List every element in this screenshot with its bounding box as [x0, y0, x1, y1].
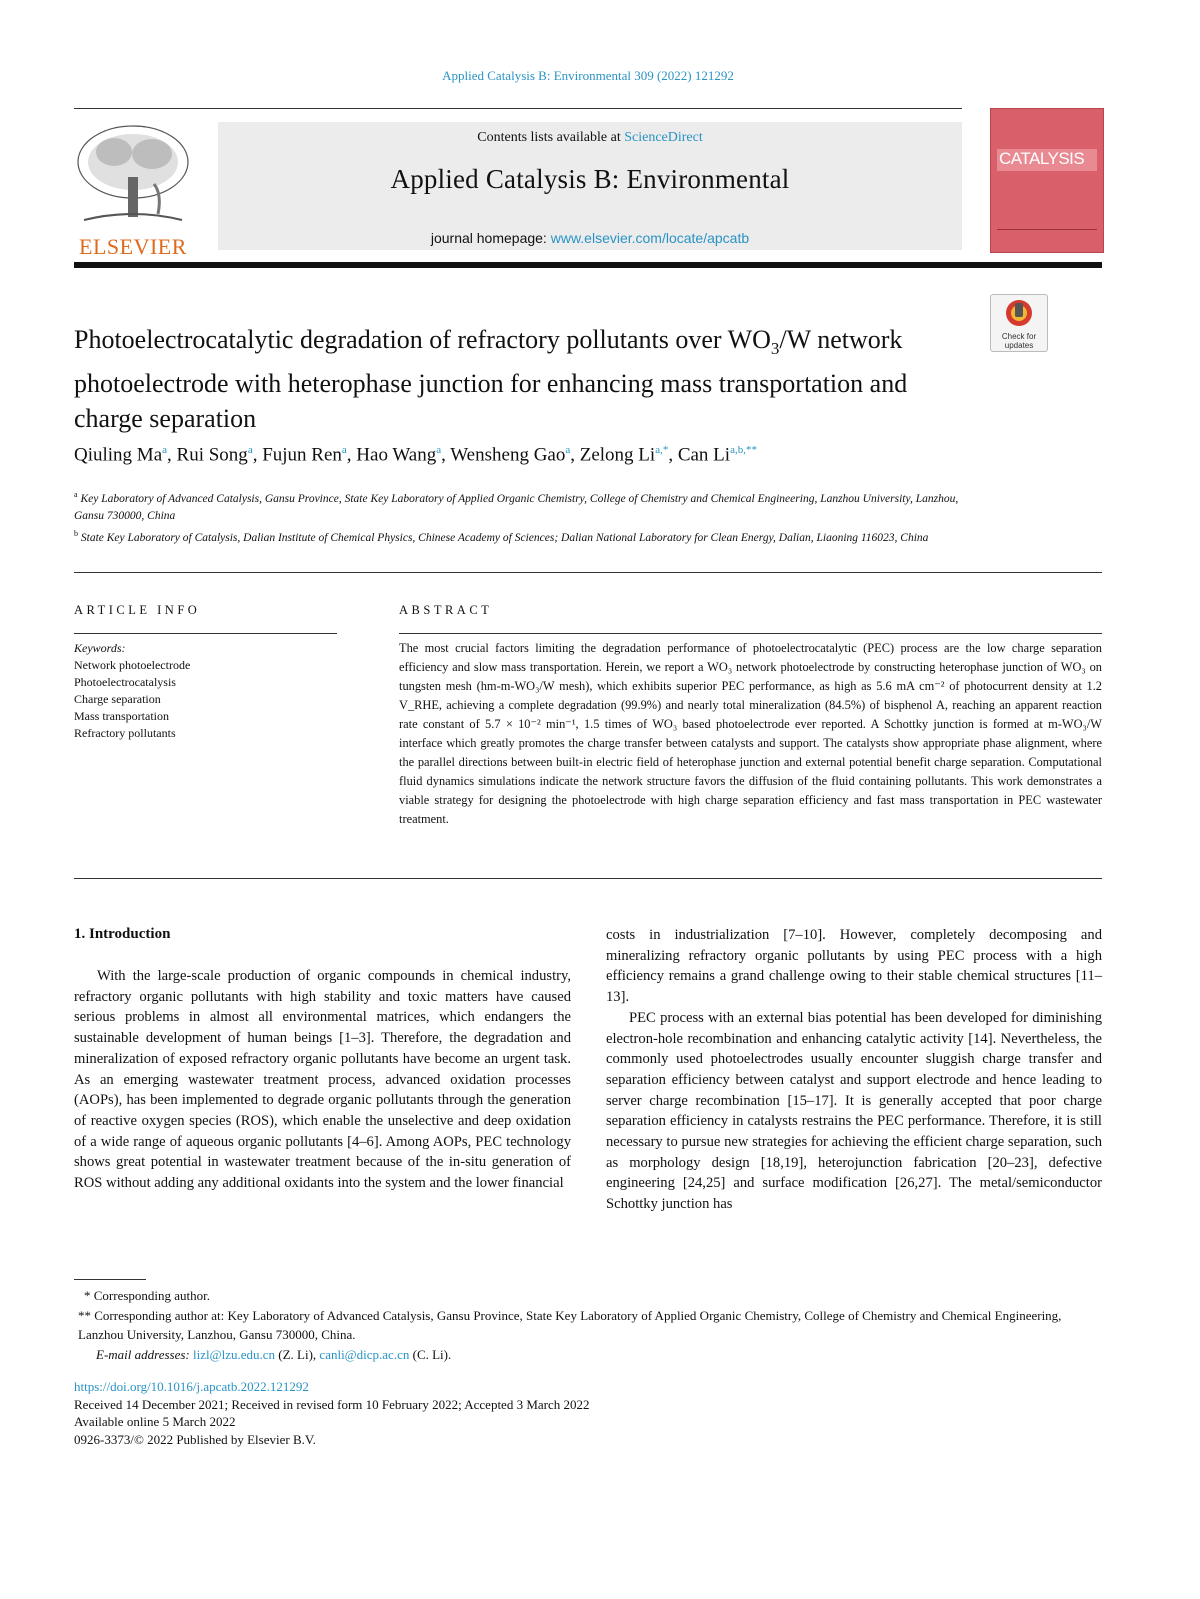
author-name[interactable]: Wensheng Gao — [450, 444, 566, 466]
keywords-block — [74, 640, 337, 742]
article-title: Photoelectrocatalytic degradation of refractory pollutants over $WO_3/W$ network photoelectrode with heterophase junction for enhancing mass transportation and charge separation — [74, 325, 908, 434]
journal-citation[interactable]: Applied Catalysis B: Environmental 309 (2022) 121292 — [442, 68, 734, 83]
article-info-rule — [74, 633, 337, 634]
journal-name: Applied Catalysis B: Environmental — [390, 164, 790, 194]
received-dates: Received 14 December 2021; Received in revised form 10 February 2022; Accepted 3 March 2022 — [74, 1396, 590, 1412]
journal-header-box — [218, 122, 962, 250]
keyword[interactable]: Mass transportation — [74, 709, 169, 723]
paragraph: With the large-scale production of organic compounds in chemical industry, refractory organic pollutants with high stability and toxic matters have caused serious problems in almost all environmental matrices, which endangers the sustainable development of human beings [1–3]. Therefore, the degradation and mineralization of exposed refractory organic pollutants have become an urgent task. As an emerging wastewater treatment process, advanced oxidation processes (AOPs), has been implemented to degrade organic pollutants through the generation of reactive oxygen species (ROS), which enable the unselective and deep oxidation of a wide range of aqueous organic pollutants [4–6]. Among AOPs, PEC technology shows great potential in wastewater treatment because of the in-situ generation of ROS without adding any additional oxidants into the system and the lower financial — [74, 968, 571, 1192]
footnote-rule — [74, 1279, 146, 1280]
elsevier-wordmark: ELSEVIER — [79, 234, 187, 259]
tree-icon — [74, 122, 192, 228]
abstract-bottom-rule — [74, 878, 1102, 879]
abstract-heading: ABSTRACT — [399, 603, 493, 617]
check-updates-icon — [1004, 298, 1034, 328]
footnote-emails: E-mail addresses: lizl@lzu.edu.cn (Z. Li), canli@dicp.ac.cn (C. Li). — [96, 1346, 452, 1362]
sciencedirect-link[interactable]: ScienceDirect — [624, 130, 703, 145]
header-rule — [74, 108, 962, 109]
email-link[interactable]: canli@dicp.ac.cn — [319, 1346, 410, 1362]
check-for-updates-button[interactable]: Check for updates — [990, 294, 1048, 352]
author-list: Qiuling Ma$^a$, Rui Song$^a$, Fujun Ren$^a$, Hao Wang$^a$, Wensheng Gao$^a$, Zelong $Li^{a,*}$, Can $Li^{a,b,**}$ — [74, 444, 757, 466]
author-name[interactable]: Qiuling Ma — [74, 444, 163, 466]
keyword[interactable]: Photoelectrocatalysis — [74, 675, 176, 689]
affiliation-a: $^a$ Key Laboratory of Advanced Catalysis, Gansu Province, State Key Laboratory of Applied Organic Chemistry, College of Chemistry and Chemical Engineering, Lanzhou University, Lanzhou, Gansu 730000, China — [74, 490, 959, 522]
footnote-corresponding-address: ** Corresponding author at: Key Laboratory of Advanced Catalysis, Gansu Province, State Key Laboratory of Applied Organic Chemistry, College of Chemistry and Chemical Engineering, Lanzhou University, Lanzhou, Gansu 730000, China. — [78, 1307, 1062, 1342]
article-info-heading: ARTICLE INFO — [74, 603, 201, 617]
homepage-line: journal homepage: www.elsevier.com/locate/apcatb — [430, 230, 750, 246]
author-name[interactable]: Can Li — [677, 444, 731, 466]
keywords-label: Keywords: — [74, 641, 126, 655]
abstract-rule — [399, 633, 1102, 634]
footnote-corresponding: * Corresponding author. — [84, 1288, 211, 1303]
body-column-left — [74, 966, 571, 1194]
paragraph: PEC process with an external bias potential has been developed for diminishing electron-hole recombination and enhancing catalytic activity [14]. Nevertheless, the commonly used photoelectrodes usually encounter sluggish charge transfer and separation efficiency between catalyst and support electrode and hence leading to server charge recombination [15–17]. It is generally accepted that poor charge separation efficiency in catalysts restrains the PEC performance. Therefore, it is still necessary to pursue new strategies for achieving the efficient charge separation, such as morphology design [18,19], heterojunction fabrication [20–23], defective engineering [24,25] and surface modification [26,27]. The metal/semiconductor Schottky junction has — [606, 1009, 1102, 1213]
paragraph: costs in industrialization [7–10]. However, completely decomposing and mineralizing refractory organic pollutants by using PEC process with a high efficiency remains a grand challenge owing to their stable chemical structures [11–13]. — [606, 927, 1102, 1006]
publication-info — [74, 1378, 874, 1448]
doi-link[interactable]: https://doi.org/10.1016/j.apcatb.2022.121292 — [74, 1379, 309, 1394]
author-name[interactable]: Fujun Ren — [262, 444, 342, 466]
keyword[interactable]: Charge separation — [74, 692, 161, 706]
body-column-right — [606, 925, 1102, 1215]
keyword[interactable]: Network photoelectrode — [74, 658, 191, 672]
elsevier-logo — [74, 122, 192, 259]
introduction-heading: 1. Introduction — [74, 926, 171, 942]
contents-line: Contents lists available at ScienceDirect — [477, 130, 703, 145]
affiliation-b: $^b$ State Key Laboratory of Catalysis, Dalian Institute of Chemical Physics, Chinese Academy of Sciences; Dalian National Laboratory for Clean Energy, Dalian, Liaoning 116023, China — [74, 528, 929, 544]
header-thick-rule — [74, 262, 1102, 268]
author-name[interactable]: Rui Song — [176, 444, 248, 466]
author-name[interactable]: Hao Wang — [356, 444, 437, 466]
affiliations — [74, 486, 974, 547]
homepage-link[interactable]: www.elsevier.com/locate/apcatb — [550, 230, 750, 246]
email-link[interactable]: lizl@lzu.edu.cn — [193, 1346, 276, 1362]
copyright: 0926-3373/© 2022 Published by Elsevier B.V. — [74, 1431, 316, 1447]
abstract-text: The most crucial factors limiting the degradation performance of photoelectrocatalytic (PEC) process are the low charge separation efficiency and slow mass transportation. Herein, we report a WO₃ network photoelectrode by constructing heterophase junction of WO₃ on tungsten mesh (hm-m-WO₃/W mesh), which exhibits superior PEC performance, as high as 5.6 mA cm⁻² of photocurrent density at 1.2 V_RHE, achieving a complete degradation (99.9%) and nearly total mineralization (84.5%) of bisphenol A, reaching an apparent reaction rate constant of 5.7 × 10⁻² min⁻¹, 1.5 times of WO₃ based photoelectrode ever reported. A Schottky junction is formed at m-WO₃/W interface which greatly promotes the charge transfer between catalysts and support. The catalysts show appropriate phase alignment, where the parallel directions between built-in electric field of heterophase junction and external potential benefit charge separation. Computational fluid dynamics simulations indicate the network structure favors the diffusion of the fluid containing pollutants. This work demonstrates a viable strategy for designing the photoelectrode with high charge separation efficiency and fast mass transportation in PEC wastewater treatment. — [399, 641, 1102, 826]
journal-cover-image[interactable] — [990, 108, 1104, 253]
section-rule — [74, 572, 1102, 573]
footnotes — [74, 1286, 1102, 1364]
available-online: Available online 5 March 2022 — [74, 1414, 236, 1429]
cover-title: CATALYSIS — [999, 149, 1085, 168]
keyword[interactable]: Refractory pollutants — [74, 726, 176, 740]
author-name[interactable]: Zelong Li — [579, 444, 656, 466]
